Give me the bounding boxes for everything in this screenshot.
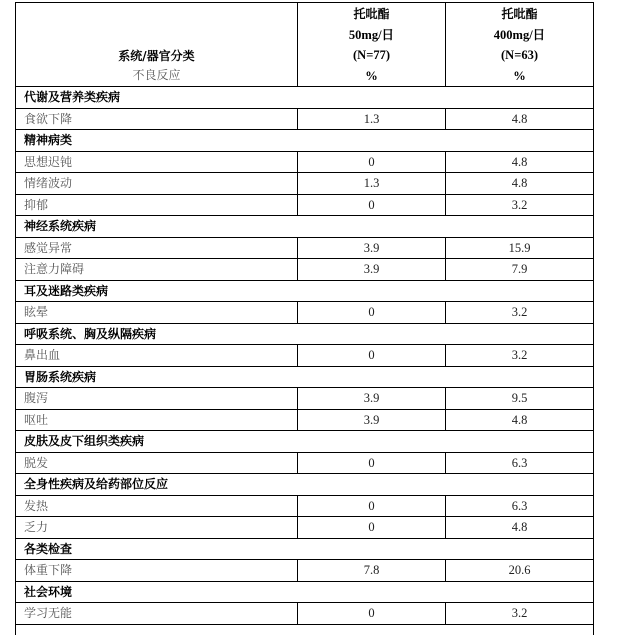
adverse-reaction-name: 发热	[16, 495, 298, 517]
value-400mg: 6.3	[446, 495, 594, 517]
value-50mg: 1.3	[298, 173, 446, 195]
continuation-cell	[16, 624, 594, 635]
adverse-reactions-table	[15, 2, 594, 635]
header-col1-subtitle: 不良反应	[132, 68, 181, 82]
value-400mg: 6.3	[446, 452, 594, 474]
header-col2-drug: 托吡酯	[353, 7, 390, 21]
adverse-reaction-name: 感觉异常	[16, 237, 298, 259]
category-label: 皮肤及皮下组织类疾病	[16, 431, 594, 453]
header-col2-n: (N=77)	[353, 48, 390, 62]
adverse-reaction-name: 体重下降	[16, 560, 298, 582]
value-400mg: 3.2	[446, 302, 594, 324]
value-400mg: 7.9	[446, 259, 594, 281]
adverse-reaction-name: 情绪波动	[16, 173, 298, 195]
value-50mg: 0	[298, 345, 446, 367]
header-col2-dose: 50mg/日	[348, 27, 395, 42]
adverse-reaction-name: 脱发	[16, 452, 298, 474]
value-400mg: 15.9	[446, 237, 594, 259]
value-400mg: 9.5	[446, 388, 594, 410]
header-col3-unit: %	[513, 68, 526, 83]
category-label: 各类检查	[16, 538, 594, 560]
value-50mg: 0	[298, 517, 446, 539]
category-row	[16, 323, 594, 345]
value-400mg: 4.8	[446, 173, 594, 195]
header-col3-n: (N=63)	[501, 48, 538, 62]
adverse-reaction-name: 呕吐	[16, 409, 298, 431]
value-400mg: 3.2	[446, 345, 594, 367]
category-label: 呼吸系统、胸及纵隔疾病	[16, 323, 594, 345]
category-row	[16, 216, 594, 238]
category-label: 精神病类	[16, 130, 594, 152]
table-continuation-row	[16, 624, 594, 635]
value-50mg: 1.3	[298, 108, 446, 130]
table-row	[16, 560, 594, 582]
value-50mg: 3.9	[298, 409, 446, 431]
adverse-reaction-name: 学习无能	[16, 603, 298, 625]
category-label: 全身性疾病及给药部位反应	[16, 474, 594, 496]
adverse-reaction-name: 抑郁	[16, 194, 298, 216]
header-dose-50	[298, 3, 446, 87]
table-row	[16, 388, 594, 410]
category-row	[16, 87, 594, 109]
value-50mg: 0	[298, 151, 446, 173]
category-row	[16, 581, 594, 603]
adverse-reaction-name: 腹泻	[16, 388, 298, 410]
table-row	[16, 603, 594, 625]
table-row	[16, 302, 594, 324]
adverse-reaction-name: 食欲下降	[16, 108, 298, 130]
header-col1-title: 系统/器官分类	[118, 49, 195, 63]
value-50mg: 7.8	[298, 560, 446, 582]
value-400mg: 4.8	[446, 151, 594, 173]
table-row	[16, 173, 594, 195]
table-row	[16, 194, 594, 216]
category-label: 代谢及营养类疾病	[16, 87, 594, 109]
table-body	[16, 87, 594, 635]
value-50mg: 0	[298, 302, 446, 324]
category-row	[16, 280, 594, 302]
table-row	[16, 452, 594, 474]
value-400mg: 3.2	[446, 194, 594, 216]
table-row	[16, 237, 594, 259]
value-50mg: 3.9	[298, 388, 446, 410]
header-col3-drug: 托吡酯	[501, 7, 538, 21]
adverse-reaction-name: 注意力障碍	[16, 259, 298, 281]
table-row	[16, 108, 594, 130]
header-col3-dose: 400mg/日	[493, 27, 546, 42]
adverse-reaction-name: 眩晕	[16, 302, 298, 324]
category-label: 神经系统疾病	[16, 216, 594, 238]
value-400mg: 4.8	[446, 517, 594, 539]
value-400mg: 4.8	[446, 108, 594, 130]
category-row	[16, 474, 594, 496]
category-label: 社会环境	[16, 581, 594, 603]
header-system-organ-class	[16, 3, 298, 87]
table-row	[16, 409, 594, 431]
table-row	[16, 151, 594, 173]
table-row	[16, 517, 594, 539]
header-dose-400	[446, 3, 594, 87]
value-50mg: 3.9	[298, 237, 446, 259]
value-50mg: 0	[298, 603, 446, 625]
value-50mg: 0	[298, 495, 446, 517]
category-row	[16, 431, 594, 453]
adverse-reaction-name: 乏力	[16, 517, 298, 539]
value-400mg: 20.6	[446, 560, 594, 582]
value-400mg: 4.8	[446, 409, 594, 431]
category-row	[16, 366, 594, 388]
category-label: 耳及迷路类疾病	[16, 280, 594, 302]
adverse-reaction-name: 思想迟钝	[16, 151, 298, 173]
category-label: 胃肠系统疾病	[16, 366, 594, 388]
value-50mg: 3.9	[298, 259, 446, 281]
value-50mg: 0	[298, 452, 446, 474]
table-row	[16, 259, 594, 281]
category-row	[16, 538, 594, 560]
table-header-row	[16, 3, 594, 87]
category-row	[16, 130, 594, 152]
value-50mg: 0	[298, 194, 446, 216]
value-400mg: 3.2	[446, 603, 594, 625]
adverse-reaction-name: 鼻出血	[16, 345, 298, 367]
header-col2-unit: %	[365, 68, 378, 83]
table-row	[16, 495, 594, 517]
table-row	[16, 345, 594, 367]
